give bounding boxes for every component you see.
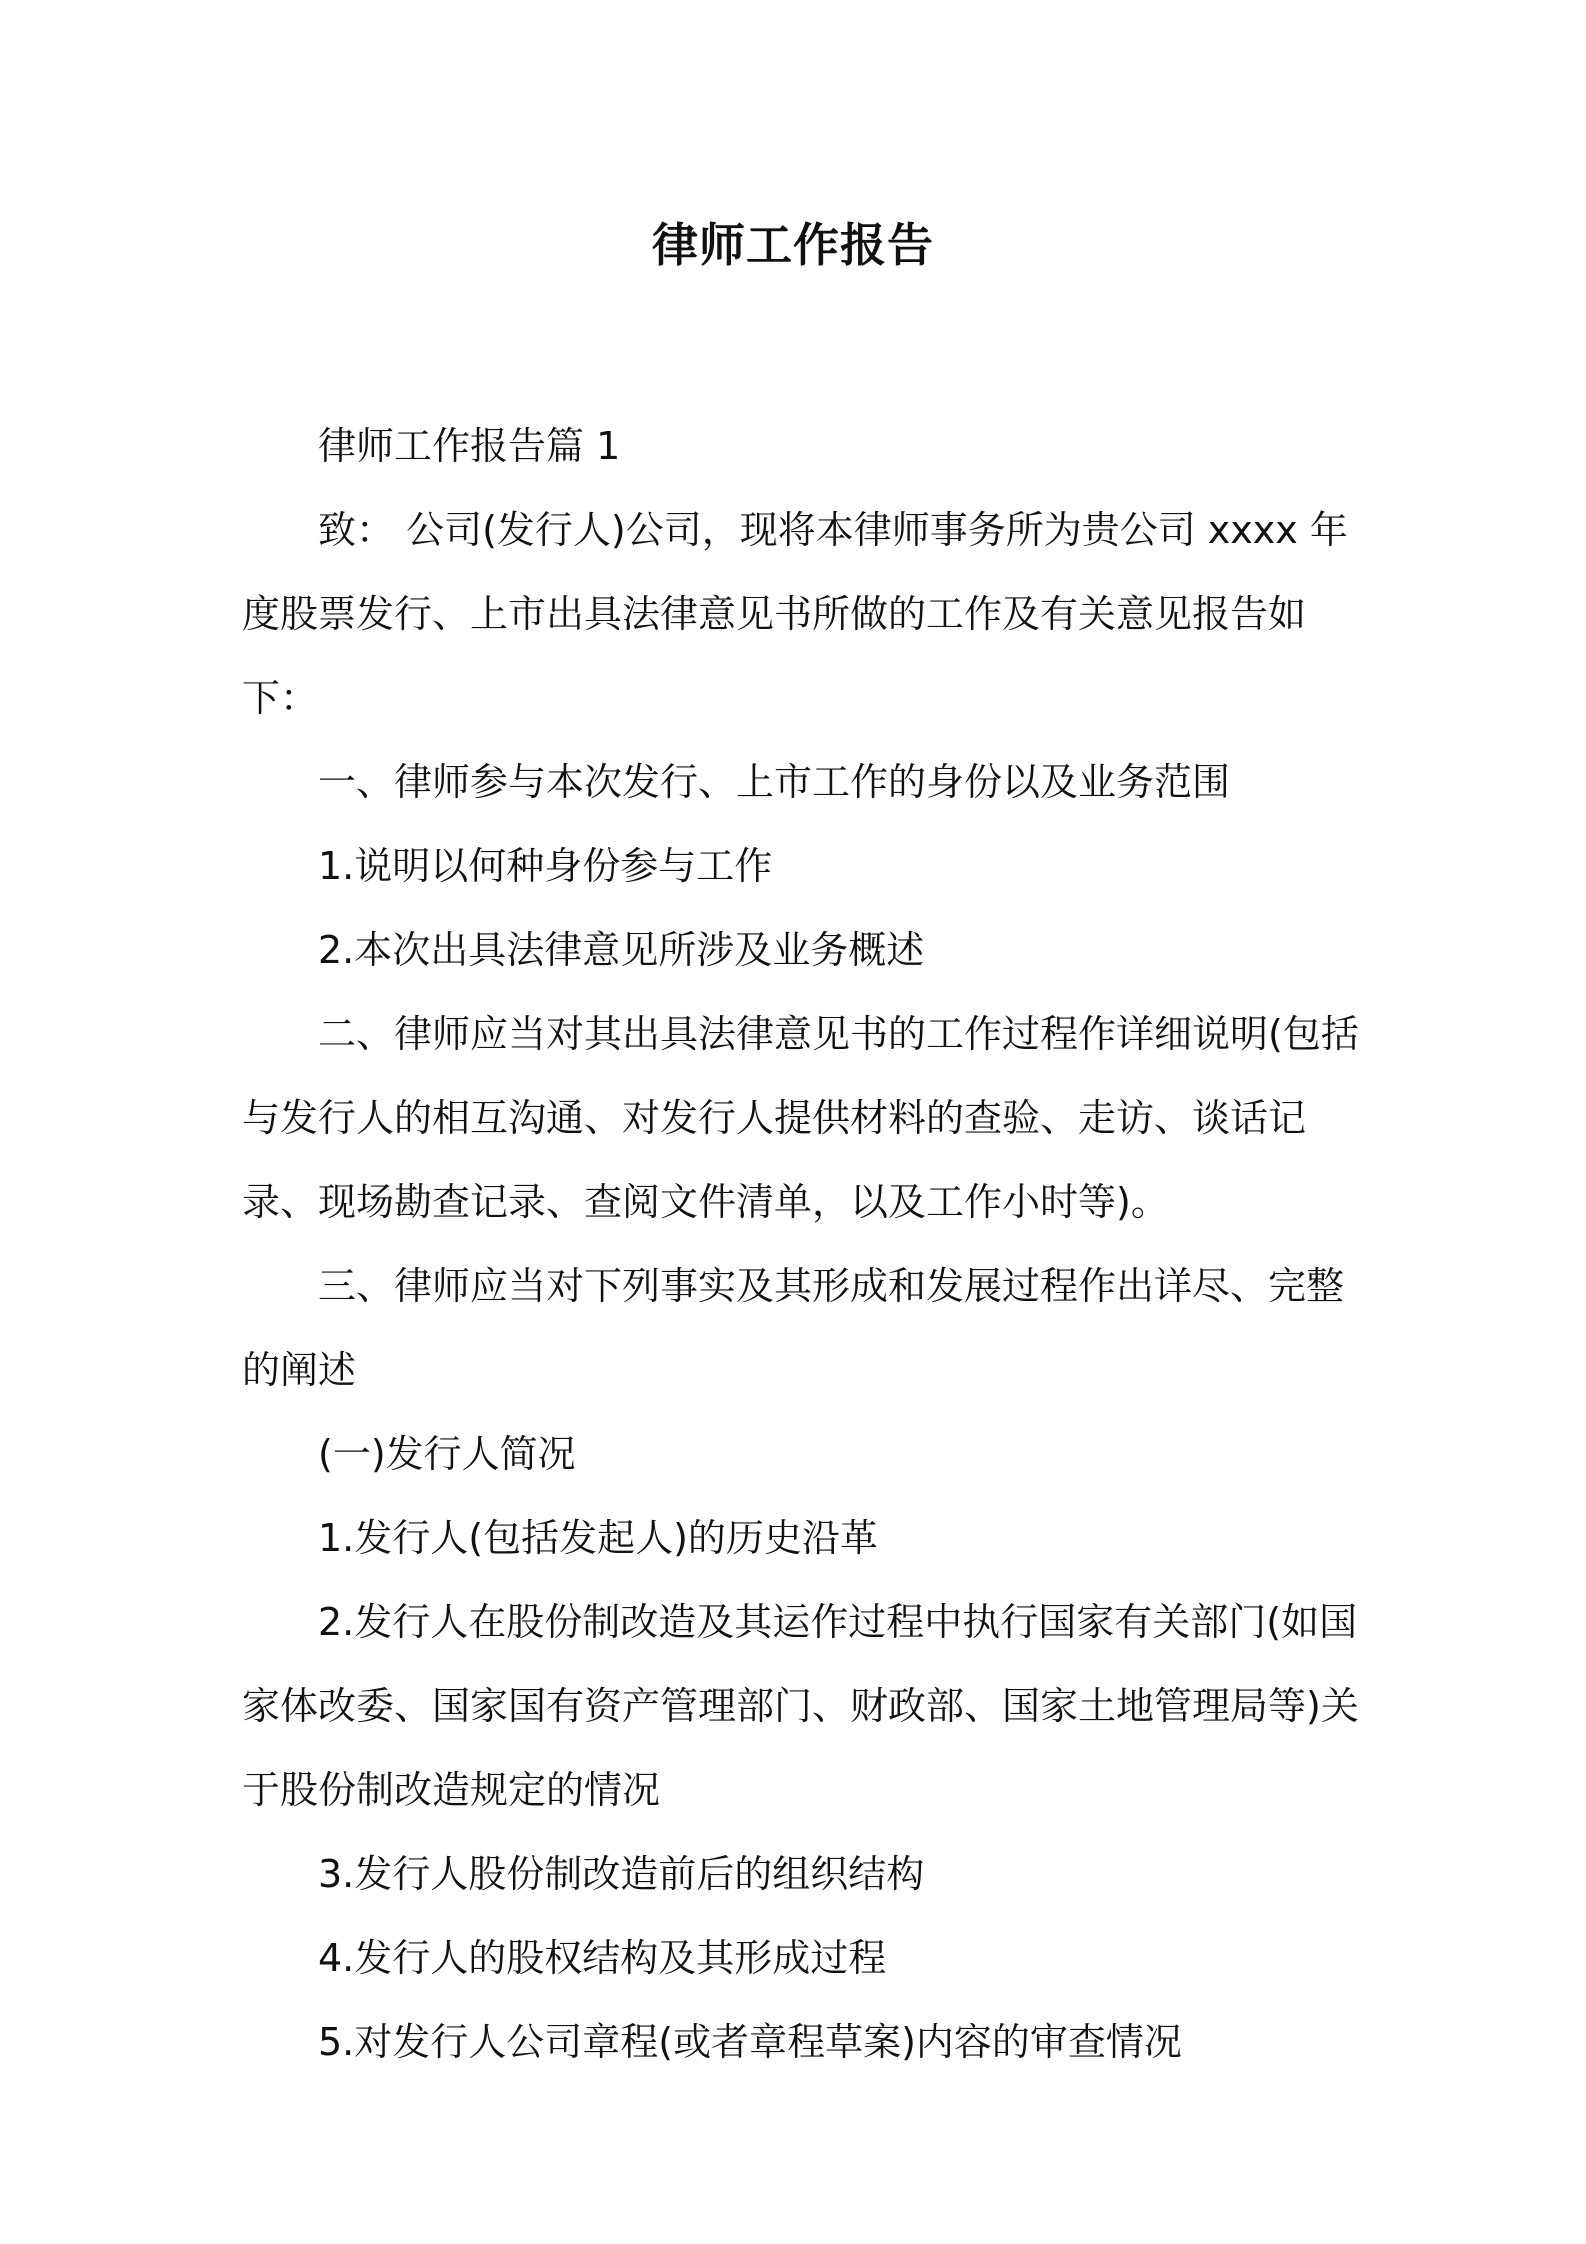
paragraph-12: 4.发行人的股权结构及其形成过程 [318, 1936, 887, 1980]
paragraph-6: 二、律师应当对其出具法律意见书的工作过程作详细说明(包括与发行人的相互沟通、对发行人提供材料的查验、走访、谈话记录、现场勘查记录、查阅文件清单，以及工作小时等)。 [242, 1012, 1359, 1224]
document-title: 律师工作报告 [652, 218, 934, 272]
paragraph-5: 2.本次出具法律意见所涉及业务概述 [318, 928, 925, 972]
paragraph-9: 1.发行人(包括发起人)的历史沿革 [318, 1516, 878, 1560]
paragraph-4: 1.说明以何种身份参与工作 [318, 844, 773, 888]
paragraph-2: 致： 公司(发行人)公司，现将本律师事务所为贵公司 xxxx 年度股票发行、上市出具法律意见书所做的工作及有关意见报告如下： [242, 508, 1348, 720]
document-body [242, 404, 1360, 2084]
paragraph-3: 一、律师参与本次发行、上市工作的身份以及业务范围 [318, 760, 1231, 804]
paragraph-1: 律师工作报告篇 1 [318, 424, 621, 468]
paragraph-8: (一)发行人简况 [318, 1432, 576, 1476]
paragraph-11: 3.发行人股份制改造前后的组织结构 [318, 1852, 925, 1896]
paragraph-7: 三、律师应当对下列事实及其形成和发展过程作出详尽、完整的阐述 [242, 1264, 1345, 1392]
paragraph-13: 5.对发行人公司章程(或者章程草案)内容的审查情况 [318, 2020, 1182, 2064]
paragraph-10: 2.发行人在股份制改造及其运作过程中执行国家有关部门(如国家体改委、国家国有资产管理部门、财政部、国家土地管理局等)关于股份制改造规定的情况 [242, 1600, 1359, 1812]
